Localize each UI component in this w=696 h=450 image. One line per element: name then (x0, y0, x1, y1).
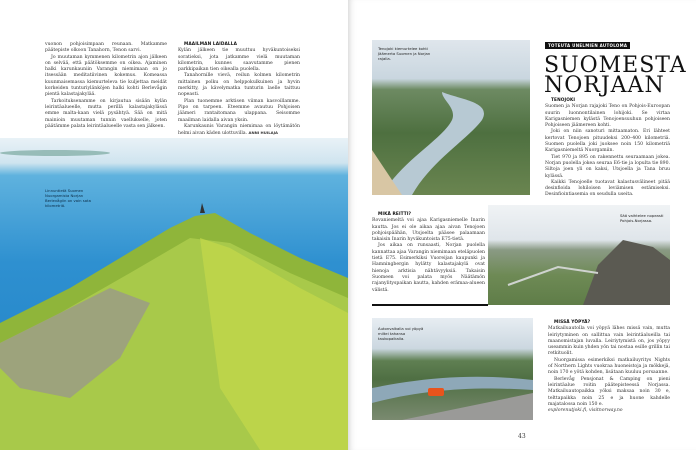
paragraph: Jos aikaa on runsaasti, Norjan puolella kannattaa ajaa Varangin niemimaan eteläpuolen tietä E75. Esimerkiksi Vuoreijan kaupunki ja Hamningbergin hylätty kalastajakylä ovat hienoja arktisia nähtävyyksiä. Takaisin Suomeen voi palata myös Näätämön rajanylityspaikan kautta, kahden erämaa-alueen välistä. (372, 243, 485, 293)
road-camper-photo (372, 318, 533, 420)
paragraph: Rovaniemeltä voi ajaa Karigasniemelle Inarin kautta. Jos ei ole aikaa ajaa aivan Tenojoen pohjoispäähän, Utsjoelta pääsee palaamaan takaisin Inarin hyväkuntoista E75-tietä. (372, 218, 485, 243)
photo-caption: Autonvalkalla voi yöpyä miltei tahansa taukopaikalla. (378, 326, 424, 341)
left-column-1 (45, 42, 167, 130)
section-heading: MIKÄ REITTI? (378, 212, 412, 217)
links: explorenutjoki.fi, visitnorway.no (548, 408, 623, 414)
page-number: 43 (518, 433, 526, 440)
paragraph: Kaikki Tenojoelle tuotavat kalastusvälineet pitää desinfioida lohiloisen leviämisen estämiseksi. Desinfiointiasemia on seudulla useita. (545, 179, 670, 198)
photo-caption: Tenojoki kiemurtelee kohti Jäämerta Suomen ja Norjan rajalla. (378, 46, 431, 61)
stay-section (548, 320, 670, 414)
section-heading: MISSÄ YÖPYÄ? (554, 320, 591, 325)
paragraph: Matkailuautolla voi yöpyä lähes missä vain, mutta leiriytyminen on sallittua vain leirintäalueilla tai maanomistajan luvalla. Leiriytymistä on, jos yöpyy useammin kuin yhden yön tai nostaa esille grillin tai retkituolit. (548, 326, 670, 357)
section-heading: MAAILMAN LAIDALLA (184, 42, 238, 47)
paragraph: vuonon pohjoisimpaan reunaan. Matkamme päätepiste olkoon Tanahorn, Tenon sarvi. (45, 42, 167, 54)
right-page (348, 0, 696, 450)
paragraph: Joki on niin sanoturi mittaamaton. Eri lähteet kertovat Tenojoen pituudeksi 200–400 kilometriä. Suomen puolella joki juoksee noin 150 kilometriä Karigasniemeltä Nuorgamiin. (545, 129, 670, 154)
paragraph: Karunkaunis Varangin niemimaa on löytämätön helmi aivan käden ulottuvilla. (178, 123, 300, 137)
title-line: SUOMESTA (544, 53, 687, 78)
paragraph: Jo muutaman kymmenen kilometrin ajon jälkeen on selvää, että päätöksemme on oikea. Ajaminen halki karunkauniin Varangin niemimaan on jo itsessään meditatiivinen kokemus. Komeassa kuunmaisemassa kiemurteleva tie kuljettaa meidät korkeiden tunturiylänköjen halki kohti Berlevågin pientä kalastajakylää. (45, 54, 167, 98)
article-title (544, 53, 687, 98)
left-column-2 (178, 42, 300, 137)
teno-river-photo (372, 40, 530, 195)
paragraph: Tanahornille vievä, reilun kolmen kilometrin mittainen polku on helppokulkuinen ja hyvin merkitty, ja kävelymatka tunturin laelle taittuu nopeasti. (178, 73, 300, 98)
paragraph: Berlevåg Pensjonat & Camping on pieni leirintäalue roitin päätepisteessä Norjassa. Matkailuautopaikka yöksi maksaa noin 30 e, telttapaikka noin 25 e ja huone kahdelle majatalossa noin 150 e. (548, 376, 670, 407)
section-heading: TENOJOKI (551, 98, 576, 103)
photo-caption: Sää vaihtelee nopeasti Pohjois-Norjassa. (620, 213, 664, 223)
title-line: NORJAAN (544, 73, 665, 98)
paragraph: Plan tuonemme arktisen viiman kasvoillamme. Pipo on tarpeen. Eteemme avautuu Pohjoisen jäämeri rantaitomana ulappana. Seisomme maailman laidalla aivan yksin. (178, 98, 300, 123)
kicker-label: TOTEUTA UNELMIEN AUTOLOMA (545, 42, 630, 49)
route-section (372, 212, 485, 294)
paragraph: Kylän jälkeen tie muuttuu hyväkuntoiseksi soratieksi, jota jatkamme vielä muutaman kilometrin, kunnes saavutamme pienen parkkipaikan tien oikealla puolella. (178, 48, 300, 73)
divider (372, 304, 488, 306)
paragraph: Tarkoituksenamme on kirjautua sisään kylän leirintäalueelle, mutta perillä kalastajakylässä emme malta-kaan vielä pysähtyä. Sää on mitä mainioin muutaman tunnin vaellukselle, joten päätämme palata leirintäalueelle vasta sen jälkeen. (45, 98, 167, 129)
paragraph: Nuorgamissa esimerkiksi matkailuyritys Nights of Northern Lights vuokraa huoneistoja ja mökkejä, noin 170 e yötä kohden, lisätaan kuuluu porsaanne. (548, 357, 670, 376)
teno-section (545, 98, 670, 199)
coastal-cliff-photo (0, 138, 348, 450)
norway-landscape-photo (488, 205, 670, 305)
paragraph: Tiet 970 ja 895 on rakennettu seuraamaan jokea. Norjan puolella jokea seuraa E6-tie ja lopulta tie 890. Siltoja joen yli on kaksi, Utsjoella ja Tana bruu kylässä. (545, 154, 670, 179)
photo-caption: Linnuntietä Suomen Nuorgamista Norjan Berlevågiin on vain sata kilometriä. (45, 188, 91, 208)
author-signature: ANNI HUILAJA (248, 130, 278, 136)
paragraph: Suomen ja Norjan rajajoki Teno on Pohjois-Euroopan suurin luonnontilainen lohijoki. Se virtaa Karigasniemen kylästä Tenojoensuuhun pohjoiseen Pohjoiseen jäämereen kohti. (545, 104, 670, 129)
